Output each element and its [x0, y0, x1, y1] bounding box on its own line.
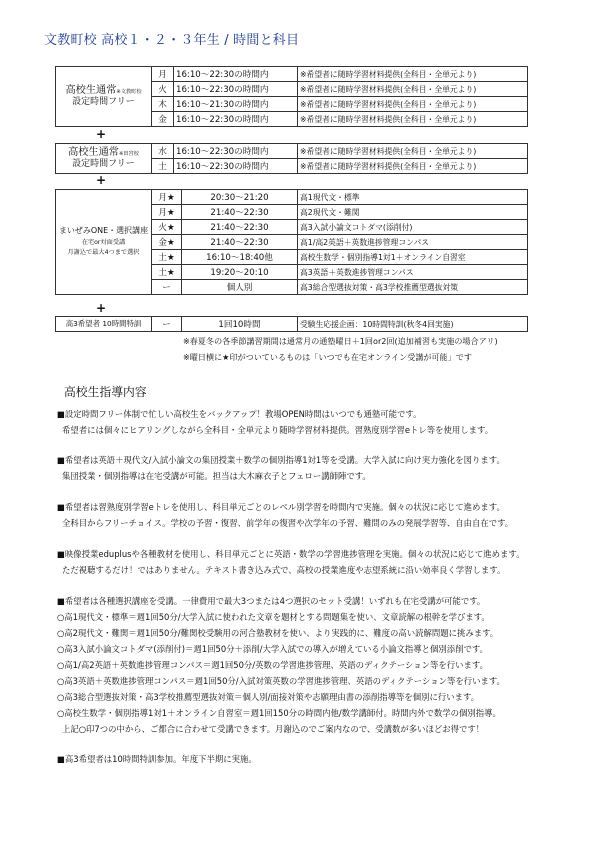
time-cell: 16:10～18:40他	[182, 250, 298, 265]
course-name: まいぜみONE・選択講座	[58, 225, 149, 235]
course-subtitle: 月謝込で最大4つまで選択	[67, 249, 140, 257]
paragraph-line: ○高3英語＋英数進捗管理コンパス＝週1回50分/入試対策英数の学習進捗管理、英語のディクテーション等を行います。	[57, 676, 505, 686]
course-label	[56, 144, 152, 174]
course-subtitle: 在宅or対面受講	[81, 238, 126, 246]
day-cell: ー	[152, 280, 182, 295]
paragraph-line: ■希望者は各種選択講座を受講。一律費用で最大3つまたは4つ選択のセット受講！いずれも在宅受講が可能です。	[57, 596, 486, 606]
paragraph-line: ○高3入試小論文コトダマ(添削付)＝週1回50分＋添削/大学入試での導入が増えている小論文指導と個別添削です。	[57, 644, 488, 654]
course-label	[56, 67, 152, 127]
time-cell: 16:10～22:30の時間内	[174, 67, 298, 82]
note-cell: 高1/高2英語＋英数進捗管理コンパス	[298, 235, 528, 250]
day-cell: 月	[152, 67, 174, 82]
note-cell: ※希望者に随時学習材料提供(全科目・全単元より)	[298, 97, 528, 112]
time-cell: 16:10～22:30の時間内	[174, 82, 298, 97]
time-cell: 16:10～22:30の時間内	[174, 112, 298, 127]
note-cell: ※希望者に随時学習材料提供(全科目・全単元より)	[298, 159, 528, 174]
note-cell: ※希望者に随時学習材料提供(全科目・全単元より)	[298, 144, 528, 159]
time-cell: 19:20～20:10	[182, 265, 298, 280]
paragraph-line: ○高2現代文・難関＝週1回50分/難関校受験用の河合塾教材を使い、より実践的に、難度の高い読解問題に挑みます。	[57, 628, 499, 638]
day-cell: ー	[152, 317, 182, 332]
day-cell: 水	[152, 144, 174, 159]
paragraph-line: 集団授業・個別指導は在宅受講が可能。担当は大木麻衣子とフェロー講師陣です。	[62, 471, 371, 481]
time-cell: 16:10～22:30の時間内	[174, 144, 298, 159]
course-label: 高3希望者 10時間特訓	[56, 317, 152, 332]
paragraph-line: ○高1現代文・標準＝週1回50分/大学入試に使われた文章を題材とする問題集を使い、文章読解の根幹を学びます。	[57, 612, 490, 622]
time-cell: 21:40～22:30	[182, 205, 298, 220]
paragraph-line: ○高1/高2英語＋英数進捗管理コンパス＝週1回50分/英数の学習進捗管理、英語のディクテーション等を行います。	[57, 660, 488, 670]
paragraph-line: 全科目からフリーチョイス。学校の予習・復習、前学年の復習や次学年の予習、難問のみの発展学習等、自由自在です。	[62, 518, 514, 528]
course-subtitle: 設定時間フリー	[72, 97, 135, 108]
day-cell: 土	[152, 159, 174, 174]
paragraph-line: ■希望者は英語＋現代文/入試小論文の集団授業＋数学の個別指導1対1等を受講。大学入試に向け実力強化を図ります。	[57, 455, 505, 465]
day-cell: 土★	[152, 250, 182, 265]
schedule-table-intensive	[55, 316, 528, 332]
table-row	[56, 67, 528, 82]
time-cell: 20:30～21:20	[182, 190, 298, 205]
section-heading: 高校生指導内容	[64, 385, 147, 399]
plus-separator: +	[96, 301, 107, 315]
paragraph-line: ■設定時間フリー体制で忙しい高校生をバックアップ！教場OPEN時間はいつでも通塾可能です。	[57, 409, 422, 419]
course-name: 高校生通常	[65, 84, 117, 96]
footnote: ※曜日横に★印がついているものは「いつでも在宅オンライン受講が可能」です	[183, 352, 472, 362]
paragraph-line: ただ視聴するだけ！ではありません。テキスト書き込み式で、高校の授業進度や志望系統に沿い効率良く学習します。	[62, 565, 506, 575]
time-cell: 1回10時間	[182, 317, 298, 332]
plus-separator: +	[96, 173, 107, 187]
table-row	[56, 317, 528, 332]
paragraph-line: 上記○印7つの中から、ご都合に合わせて受講できます。月謝込のでご案内なので、受講数が多いほどお得です！	[62, 724, 485, 734]
note-cell: 高1現代文・標準	[298, 190, 528, 205]
footnote: ※春夏冬の各季節講習期間は通常月の通塾曜日＋1回or2回(追加補習も実施の場合アリ)	[183, 336, 498, 346]
paragraph-line: ○高3総合型選抜対策・高3学校推薦型選抜対策＝個人別/面接対策や志願理由書の添削指導等を個別に行います。	[57, 692, 480, 702]
note-cell: 高3総合型選抜対策・高3学校推薦型選抜対策	[298, 280, 528, 295]
day-cell: 木	[152, 97, 174, 112]
note-cell: 高校生数学・個別指導1対1＋オンライン自習室	[298, 250, 528, 265]
course-subtitle: 設定時間フリー	[72, 159, 135, 170]
time-cell: 個人別	[182, 280, 298, 295]
course-name: 高校生通常	[68, 146, 119, 158]
course-label	[56, 190, 152, 295]
schedule-table-bunkyo	[55, 66, 528, 127]
day-cell: 月★	[152, 205, 182, 220]
paragraph-line: ○高校生数学・個別指導1対1＋オンライン自習室＝週1回150分の時間内他/数学講師付。時間内外で数学の個別指導。	[57, 708, 501, 718]
paragraph-line: ■希望者は習熟度別学習eトレを使用し、科目単元ごとのレベル別学習を時間内で実施。個々の状況に応じて進めます。	[57, 502, 505, 512]
note-cell: 受験生応援企画：10時間特訓(秋冬4回実施)	[298, 317, 528, 332]
table-row	[56, 144, 528, 159]
day-cell: 火	[152, 82, 174, 97]
time-cell: 16:10～22:30の時間内	[174, 159, 298, 174]
paragraph-line: 希望者には個々にヒアリングしながら全科目・全単元より随時学習材料提供。習熟度別学習eトレ等を使用します。	[62, 425, 494, 435]
note-cell: ※希望者に随時学習材料提供(全科目・全単元より)	[298, 82, 528, 97]
page-title: 文教町校 高校１・２・３年生 / 時間と科目	[44, 33, 300, 48]
table-row	[56, 190, 528, 205]
time-cell: 16:10～21:30の時間内	[174, 97, 298, 112]
schedule-table-tamiya	[55, 143, 528, 174]
day-cell: 土★	[152, 265, 182, 280]
note-cell: 高3英語＋英数進捗管理コンパス	[298, 265, 528, 280]
day-cell: 月★	[152, 190, 182, 205]
campus-note: ※文教町校	[116, 88, 142, 95]
note-cell: ※希望者に随時学習材料提供(全科目・全単元より)	[298, 67, 528, 82]
day-cell: 金★	[152, 235, 182, 250]
paragraph-line: ■高3希望者は10時間特訓参加。年度下半期に実施。	[57, 754, 257, 764]
note-cell: 高3入試小論文コトダマ(添削付)	[298, 220, 528, 235]
time-cell: 21:40～22:30	[182, 220, 298, 235]
note-cell: ※希望者に随時学習材料提供(全科目・全単元より)	[298, 112, 528, 127]
campus-note: ※田宮校	[119, 150, 139, 157]
plus-separator: +	[96, 127, 107, 141]
day-cell: 金	[152, 112, 174, 127]
paragraph-line: ■映像授業eduplusや各種教材を使用し、科目単元ごとに英語・数学の学習進捗管理を実施。個々の状況に応じて進めます。	[57, 549, 525, 559]
day-cell: 火★	[152, 220, 182, 235]
time-cell: 21:40～22:30	[182, 235, 298, 250]
note-cell: 高2現代文・難関	[298, 205, 528, 220]
schedule-table-elective	[55, 189, 528, 295]
